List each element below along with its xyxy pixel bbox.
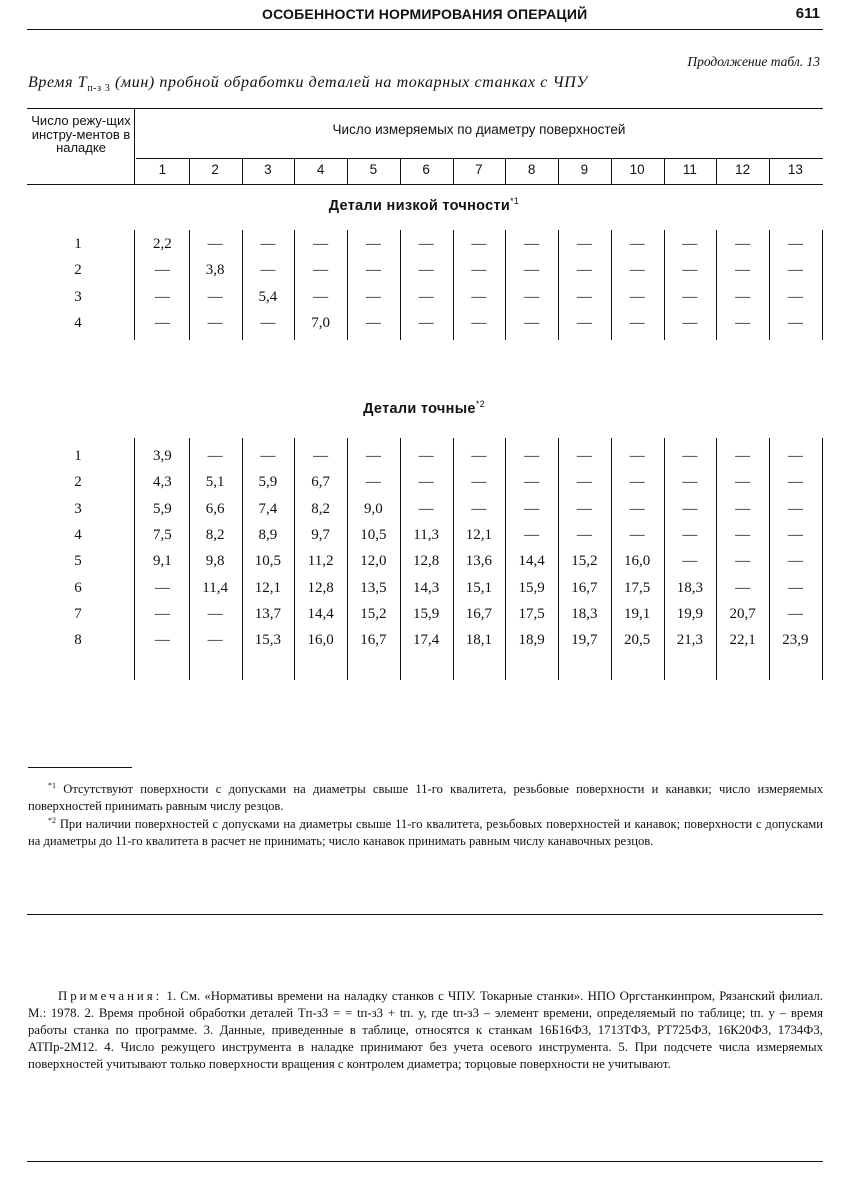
table-cell: — xyxy=(207,314,223,331)
table-cell: 15,2 xyxy=(571,553,598,570)
table-cell: 9,1 xyxy=(153,553,172,570)
column-number: 7 xyxy=(475,162,483,177)
column-number: 13 xyxy=(787,162,803,177)
footnote-1 xyxy=(28,778,823,814)
table-cell: — xyxy=(471,262,487,279)
row-label: 8 xyxy=(74,632,82,649)
table-cell: — xyxy=(207,605,223,622)
caption-prefix: Время T xyxy=(28,74,88,91)
table-cell: — xyxy=(735,314,751,331)
table-cell: 11,2 xyxy=(307,553,334,570)
table-cell: 9,0 xyxy=(364,500,383,517)
table-cell: — xyxy=(154,288,170,305)
table-cell: — xyxy=(524,474,540,491)
table-cell: 5,1 xyxy=(205,474,225,491)
table-cell: — xyxy=(629,236,645,252)
table-cell: — xyxy=(787,579,803,596)
row-label: 2 xyxy=(74,474,82,491)
table-cell: — xyxy=(418,262,434,279)
table-cell: — xyxy=(682,474,698,491)
table-cell: — xyxy=(735,448,751,464)
section-rule xyxy=(27,914,823,915)
row-label: 2 xyxy=(74,262,82,279)
table-cell: — xyxy=(735,262,751,279)
column-rule xyxy=(558,158,559,185)
table-cell: — xyxy=(471,474,487,491)
table-cell: 14,4 xyxy=(307,605,334,622)
table-cell: 3,8 xyxy=(205,262,225,279)
table-cell: — xyxy=(787,474,803,491)
notes-text: 1. См. «Нормативы времени на наладку станков с ЧПУ. Токарные станки». НПО Оргстанкинпром, Рязанский филиал. М.: 1978. 2. Время пробной обработки деталей Tп-з3 = = tп-з3 + tп. у, где tп-з3 – элемент времени, определяемый по таблице; tп. у – время работы станка по программе. 3. Данные, приведенные в таблице, относятся к станкам 16Б16Ф3, 1713ТФ3, РТ725Ф3, 16К20Ф3, 1734Ф3, АТПр-2М12. 4. Число режущего инструмента в наладке принимают без учета осевого инструмента. 5. При подсчете числа измеряемых поверхностей учитывают только поверхности вращения с контролем диаметра; торцовые поверхности не учитывают. xyxy=(28,989,823,1071)
table-cell: — xyxy=(207,236,223,252)
table-cell: 13,5 xyxy=(360,579,387,596)
table-cell: — xyxy=(735,474,751,491)
table-cell: 12,8 xyxy=(413,553,440,570)
row-label: 5 xyxy=(74,553,82,570)
table-cell: 18,3 xyxy=(571,605,598,622)
row-label: 3 xyxy=(74,500,82,517)
row-label: 7 xyxy=(74,605,82,622)
footnote-marker: *2 xyxy=(475,399,485,409)
column-number: 5 xyxy=(369,162,378,177)
table-cell: 4,3 xyxy=(153,474,172,491)
table-cell: — xyxy=(313,262,329,279)
table-cell: — xyxy=(418,314,434,331)
table-cell: 5,4 xyxy=(258,288,278,305)
table-cell: — xyxy=(365,448,381,464)
table-cell: — xyxy=(524,262,540,279)
table-cell: — xyxy=(576,288,592,305)
table-cell: — xyxy=(576,526,592,543)
table-cell: 14,4 xyxy=(518,553,545,570)
table-cell: — xyxy=(629,474,645,491)
table-cell: — xyxy=(787,448,803,464)
table-cell: 13,6 xyxy=(465,553,492,570)
notes-paragraph xyxy=(28,988,823,1073)
table-cell: — xyxy=(260,314,276,331)
table-cell: 8,9 xyxy=(258,526,278,543)
table-cell: 16,0 xyxy=(307,632,334,649)
column-number: 11 xyxy=(682,162,697,177)
column-number: 9 xyxy=(580,162,589,177)
table-cell: — xyxy=(313,236,329,252)
table-cell: — xyxy=(735,579,751,596)
row-label: 1 xyxy=(74,448,82,464)
tools-count-header: Число режу-щих инстру-ментов в наладке xyxy=(31,113,131,155)
table-cell: 15,9 xyxy=(413,605,440,622)
surfaces-count-header: Число измеряемых по диаметру поверхностей xyxy=(332,122,626,137)
table-cell: — xyxy=(576,314,592,331)
table-cell: 12,0 xyxy=(360,553,387,570)
footnote-text: Отсутствуют поверхности с допусками на диаметры свыше 11-го квалитета, резьбовые поверхности и канавки; число измеряемых поверхностей принимать равным числу резцов. xyxy=(28,782,823,813)
table-cell: — xyxy=(471,314,487,331)
column-rule xyxy=(505,158,506,185)
table-cell: — xyxy=(154,262,170,279)
table-cell: — xyxy=(787,314,803,331)
row-label: 3 xyxy=(74,288,82,305)
table-cell: 15,9 xyxy=(518,579,545,596)
table-cell: — xyxy=(682,314,698,331)
header-rule xyxy=(27,29,823,30)
table-cell: 5,9 xyxy=(258,474,278,491)
table-cell: — xyxy=(471,236,487,252)
table-cell: 12,1 xyxy=(254,579,281,596)
table-cell: — xyxy=(787,605,803,622)
table-cell: — xyxy=(787,288,803,305)
row-label: 1 xyxy=(74,236,82,252)
caption-suffix: (мин) пробной обработки деталей на токарных станках с ЧПУ xyxy=(110,74,588,91)
section-title-precise xyxy=(224,399,624,417)
table-cell: — xyxy=(418,500,434,517)
table-cell: 15,1 xyxy=(465,579,492,596)
column-rule xyxy=(242,158,243,185)
table-cell: — xyxy=(735,526,751,543)
table-cell: — xyxy=(207,632,223,649)
table-cell: 15,3 xyxy=(254,632,281,649)
column-rule xyxy=(822,438,823,680)
column-rule xyxy=(611,158,612,185)
table-cell: — xyxy=(735,553,751,570)
section-title-text: Детали точные xyxy=(363,400,476,417)
column-rule xyxy=(822,230,823,340)
table-cell: — xyxy=(682,448,698,464)
page-number: 611 xyxy=(795,5,820,22)
table-continuation-label: Продолжение табл. 13 xyxy=(687,54,820,69)
table-cell: — xyxy=(365,236,381,252)
table-cell: 21,3 xyxy=(676,632,703,649)
table-cell: — xyxy=(629,288,645,305)
table-cell: 8,2 xyxy=(311,500,330,517)
table-cell: — xyxy=(787,236,803,252)
table-cell: — xyxy=(629,526,645,543)
table-cell: 11,3 xyxy=(413,526,439,543)
column-rule xyxy=(347,158,348,185)
running-header-title: ОСОБЕННОСТИ НОРМИРОВАНИЯ ОПЕРАЦИЙ xyxy=(262,6,588,22)
table-cell: — xyxy=(207,448,223,464)
table-cell: — xyxy=(735,236,751,252)
table-cell: — xyxy=(682,236,698,252)
table-cell: 18,9 xyxy=(518,632,545,649)
table-cell: 2,2 xyxy=(153,236,172,252)
table-cell: — xyxy=(629,314,645,331)
header-inner-rule xyxy=(136,158,823,159)
table-cell: — xyxy=(524,236,540,252)
table-cell: — xyxy=(682,262,698,279)
table-cell: — xyxy=(735,500,751,517)
table-cell: 23,9 xyxy=(782,632,809,649)
table-cell: 22,1 xyxy=(729,632,756,649)
table-cell: — xyxy=(576,448,592,464)
header-bottom-rule xyxy=(27,184,823,185)
section-title-text: Детали низкой точности xyxy=(328,197,511,214)
footnote-2 xyxy=(28,813,823,849)
column-rule xyxy=(134,108,135,185)
table-cell: — xyxy=(365,288,381,305)
table-top-rule xyxy=(27,108,823,109)
table-cell: — xyxy=(313,288,329,305)
column-number: 12 xyxy=(735,162,751,177)
table-cell: — xyxy=(418,288,434,305)
footnote-text: При наличии поверхностей с допусками на диаметры свыше 11-го квалитета, резьбовых поверхностей и канавок; поверхности с допусками на диаметры до 11-го квалитета в расчет не принимать; число канавок принимать равным числу канавочных резцов. xyxy=(28,817,823,848)
column-number: 6 xyxy=(422,162,430,177)
table-cell: 12,8 xyxy=(307,579,334,596)
table-cell: — xyxy=(524,448,540,464)
column-rule xyxy=(453,158,454,185)
table-cell: — xyxy=(154,314,170,331)
table-cell: — xyxy=(154,632,170,649)
table-cell: — xyxy=(154,605,170,622)
section-title-low-precision xyxy=(224,196,624,214)
table-cell: 19,1 xyxy=(624,605,651,622)
table-cell: 16,0 xyxy=(624,553,651,570)
table-cell: 20,5 xyxy=(624,632,651,649)
table-cell: 3,9 xyxy=(153,448,172,464)
table-cell: 10,5 xyxy=(360,526,387,543)
table-cell: — xyxy=(418,236,434,252)
footnote-marker: *1 xyxy=(510,196,520,206)
table-cell: — xyxy=(682,288,698,305)
footnote-marker: *1 xyxy=(48,781,56,790)
table-cell: — xyxy=(629,448,645,464)
table-cell: — xyxy=(682,500,698,517)
table-cell: 20,7 xyxy=(729,605,756,622)
table-cell: 7,5 xyxy=(153,526,172,543)
row-label: 6 xyxy=(74,579,82,596)
caption-subscript: п-з 3 xyxy=(87,83,111,95)
table-cell: — xyxy=(471,500,487,517)
table-cell: — xyxy=(154,579,170,596)
table-cell: — xyxy=(471,448,487,464)
column-rule xyxy=(769,158,770,185)
table-cell: 10,5 xyxy=(254,553,281,570)
table-cell: 15,2 xyxy=(360,605,387,622)
column-number: 10 xyxy=(629,162,645,177)
table-caption xyxy=(28,74,588,94)
table-cell: 16,7 xyxy=(360,632,387,649)
column-number: 3 xyxy=(264,162,272,177)
table-cell: 9,8 xyxy=(205,553,225,570)
table-cell: 19,9 xyxy=(676,605,703,622)
table-cell: — xyxy=(418,474,434,491)
table-cell: — xyxy=(735,288,751,305)
table-cell: — xyxy=(524,500,540,517)
table-cell: 9,7 xyxy=(311,526,330,543)
table-cell: — xyxy=(260,262,276,279)
table-cell: 7,0 xyxy=(311,314,330,331)
table-cell: — xyxy=(787,500,803,517)
table-cell: 17,5 xyxy=(624,579,651,596)
column-rule xyxy=(294,158,295,185)
row-label: 4 xyxy=(74,314,82,331)
table-cell: 14,3 xyxy=(413,579,440,596)
table-cell: 7,4 xyxy=(258,500,278,517)
table-cell: — xyxy=(471,288,487,305)
table-cell: — xyxy=(787,262,803,279)
column-rule xyxy=(134,438,135,680)
table-cell: 13,7 xyxy=(254,605,281,622)
table-cell: — xyxy=(207,288,223,305)
table-cell: — xyxy=(682,553,698,570)
footer-rule xyxy=(27,1161,823,1162)
table-cell: 8,2 xyxy=(205,526,225,543)
column-rule xyxy=(664,158,665,185)
table-cell: — xyxy=(576,262,592,279)
table-cell: — xyxy=(576,474,592,491)
table-cell: 5,9 xyxy=(153,500,172,517)
notes-label: Примечания: xyxy=(58,989,163,1003)
column-number: 8 xyxy=(527,162,536,177)
row-label: 4 xyxy=(74,526,82,543)
table-cell: — xyxy=(365,474,381,491)
table-cell: — xyxy=(365,314,381,331)
table-cell: — xyxy=(524,526,540,543)
column-rule xyxy=(134,230,135,340)
table-cell: 19,7 xyxy=(571,632,598,649)
table-cell: — xyxy=(524,288,540,305)
column-rule xyxy=(189,158,190,185)
table-cell: — xyxy=(787,526,803,543)
table-cell: — xyxy=(418,448,434,464)
table-cell: 17,4 xyxy=(413,632,440,649)
column-number: 1 xyxy=(158,162,167,177)
table-cell: — xyxy=(576,500,592,517)
table-cell: — xyxy=(682,526,698,543)
column-rule xyxy=(716,158,717,185)
table-cell: — xyxy=(365,262,381,279)
table-cell: — xyxy=(629,262,645,279)
table-cell: — xyxy=(629,500,645,517)
table-cell: 6,6 xyxy=(205,500,225,517)
column-number: 2 xyxy=(211,162,219,177)
column-rule xyxy=(400,158,401,185)
column-number: 4 xyxy=(316,162,325,177)
table-cell: 18,1 xyxy=(465,632,492,649)
table-cell: 18,3 xyxy=(676,579,703,596)
table-cell: 6,7 xyxy=(311,474,330,491)
table-cell: — xyxy=(260,448,276,464)
footnote-marker: *2 xyxy=(48,816,56,825)
footnote-separator xyxy=(28,767,132,768)
table-cell: 11,4 xyxy=(202,579,228,596)
table-cell: — xyxy=(313,448,329,464)
table-cell: 12,1 xyxy=(465,526,492,543)
table-cell: 16,7 xyxy=(571,579,598,596)
table-cell: — xyxy=(524,314,540,331)
table-cell: 17,5 xyxy=(518,605,545,622)
table-cell: — xyxy=(787,553,803,570)
table-cell: — xyxy=(576,236,592,252)
table-cell: 16,7 xyxy=(465,605,492,622)
table-cell: — xyxy=(260,236,276,252)
